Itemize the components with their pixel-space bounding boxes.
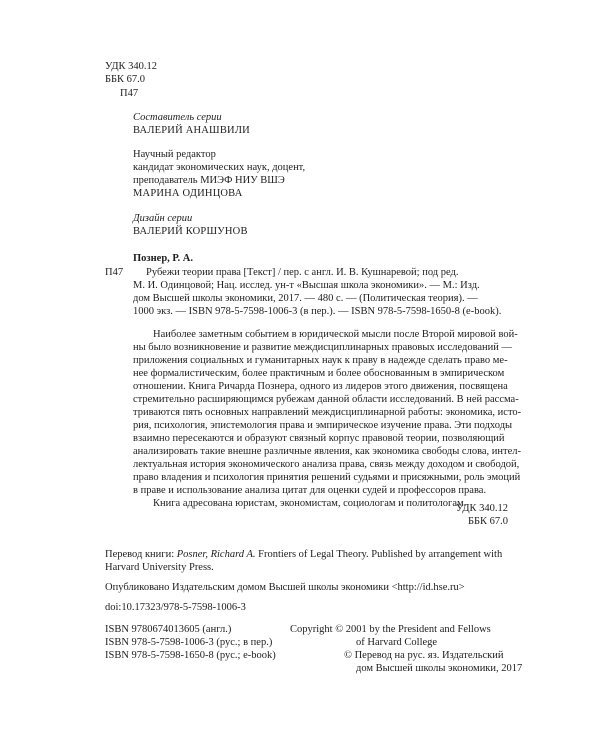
- isbn-original: ISBN 9780674013605 (англ.): [105, 624, 232, 635]
- abstract-line: рия, психология, эпистемология права и эмпирическое изучение права. Эти подходы: [133, 420, 513, 431]
- scientific-editor-name: МАРИНА ОДИНЦОВА: [133, 188, 243, 199]
- bibliography-line: М. И. Одинцовой; Нац. исслед. ун-т «Высшая школа экономики». — М.: Изд.: [133, 280, 480, 291]
- scientific-editor-label: Научный редактор: [133, 149, 216, 160]
- original-author: Posner, Richard A.: [176, 549, 256, 560]
- abstract-line: ны было возникновение и развитие междисциплинарных правовых исследований —: [133, 342, 513, 353]
- bibliography-code: П47: [105, 267, 124, 278]
- abstract-line: взаимно пересекаются и образуют связный корпус правовой теории, позволяющий: [133, 433, 505, 444]
- abstract-line: право владения и психология принятия решений судьями и присяжными, роль эмоций: [133, 472, 521, 483]
- abstract-line: в праве и использование анализа цитат для оценки судей и профессоров права.: [133, 485, 487, 496]
- isbn-ebook: ISBN 978-5-7598-1650-8 (рус.; e-book): [105, 650, 276, 661]
- copyright-original-holder: of Harvard College: [356, 637, 438, 648]
- udk-code-repeat: УДК 340.12: [455, 503, 508, 514]
- abstract-line: отношении. Книга Ричарда Познера, одного из лидеров этого движения, посвящена: [133, 381, 508, 392]
- isbn-print: ISBN 978-5-7598-1006-3 (рус.; в пер.): [105, 637, 273, 648]
- abstract: [133, 328, 522, 510]
- bibliography-line: 1000 экз. — ISBN 978-5-7598-1006-3 (в пер.). — ISBN 978-5-7598-1650-8 (e-book).: [133, 306, 502, 317]
- translation-prefix: Перевод книги:: [105, 549, 177, 560]
- translation-publisher: Harvard University Press.: [105, 562, 214, 573]
- abstract-line: Наиболее заметным событием в юридической мысли после Второй мировой вой-: [153, 329, 518, 340]
- translation-note: [105, 548, 502, 561]
- scientific-editor-position: преподаватель МИЭФ НИУ ВШЭ: [133, 175, 285, 186]
- published-by: Опубликовано Издательским домом Высшей школы экономики <http://id.hse.ru>: [105, 582, 465, 593]
- scientific-editor-degree: кандидат экономических наук, доцент,: [133, 162, 306, 173]
- copyright-translation-holder: дом Высшей школы экономики, 2017: [356, 663, 523, 674]
- bibliography-line: дом Высшей школы экономики, 2017. — 480 с. — (Политическая теория). —: [133, 293, 478, 304]
- series-design-name: ВАЛЕРИЙ КОРШУНОВ: [133, 226, 248, 237]
- bbk-code: ББК 67.0: [105, 74, 146, 85]
- series-compiler-label: Составитель серии: [133, 112, 222, 123]
- abstract-audience: Книга адресована юристам, экономистам, социологам и политологам.: [153, 498, 467, 509]
- udk-code: УДК 340.12: [105, 61, 158, 72]
- abstract-line: нее формалистическим, более практичным и более обоснованным в эмпирическом: [133, 368, 505, 379]
- series-design-label: Дизайн серии: [133, 213, 193, 224]
- abstract-line: триваются пять основных направлений междисциплинарной работы: экономика, исто-: [133, 407, 522, 418]
- copyright-translation: © Перевод на рус. яз. Издательский: [344, 650, 504, 661]
- doi: doi:10.17323/978-5-7598-1006-3: [105, 602, 246, 613]
- abstract-line: лектуальная история экономического анализа права, связь между доходом и свободой,: [133, 459, 520, 470]
- abstract-line: анализировать такие внешне различные явления, как экономика свободы слова, интел-: [133, 446, 522, 457]
- abstract-line: стремительно расширяющимся рубежам данной области исследований. В ней рассма-: [133, 394, 519, 405]
- author-heading: Познер, Р. А.: [133, 253, 193, 264]
- abstract-line: приложения социальных и гуманитарных наук к праву в надежде сделать право ме-: [133, 355, 508, 366]
- copyright-original: Copyright © 2001 by the President and Fellows: [290, 624, 491, 635]
- author-mark: П47: [120, 88, 139, 99]
- series-compiler-name: ВАЛЕРИЙ АНАШВИЛИ: [133, 125, 250, 136]
- bibliography-line: Рубежи теории права [Текст] / пер. с англ. И. В. Кушнаревой; под ред.: [146, 267, 459, 278]
- original-title: Frontiers of Legal Theory. Published by arrangement with: [255, 549, 503, 560]
- bbk-code-repeat: ББК 67.0: [467, 516, 508, 527]
